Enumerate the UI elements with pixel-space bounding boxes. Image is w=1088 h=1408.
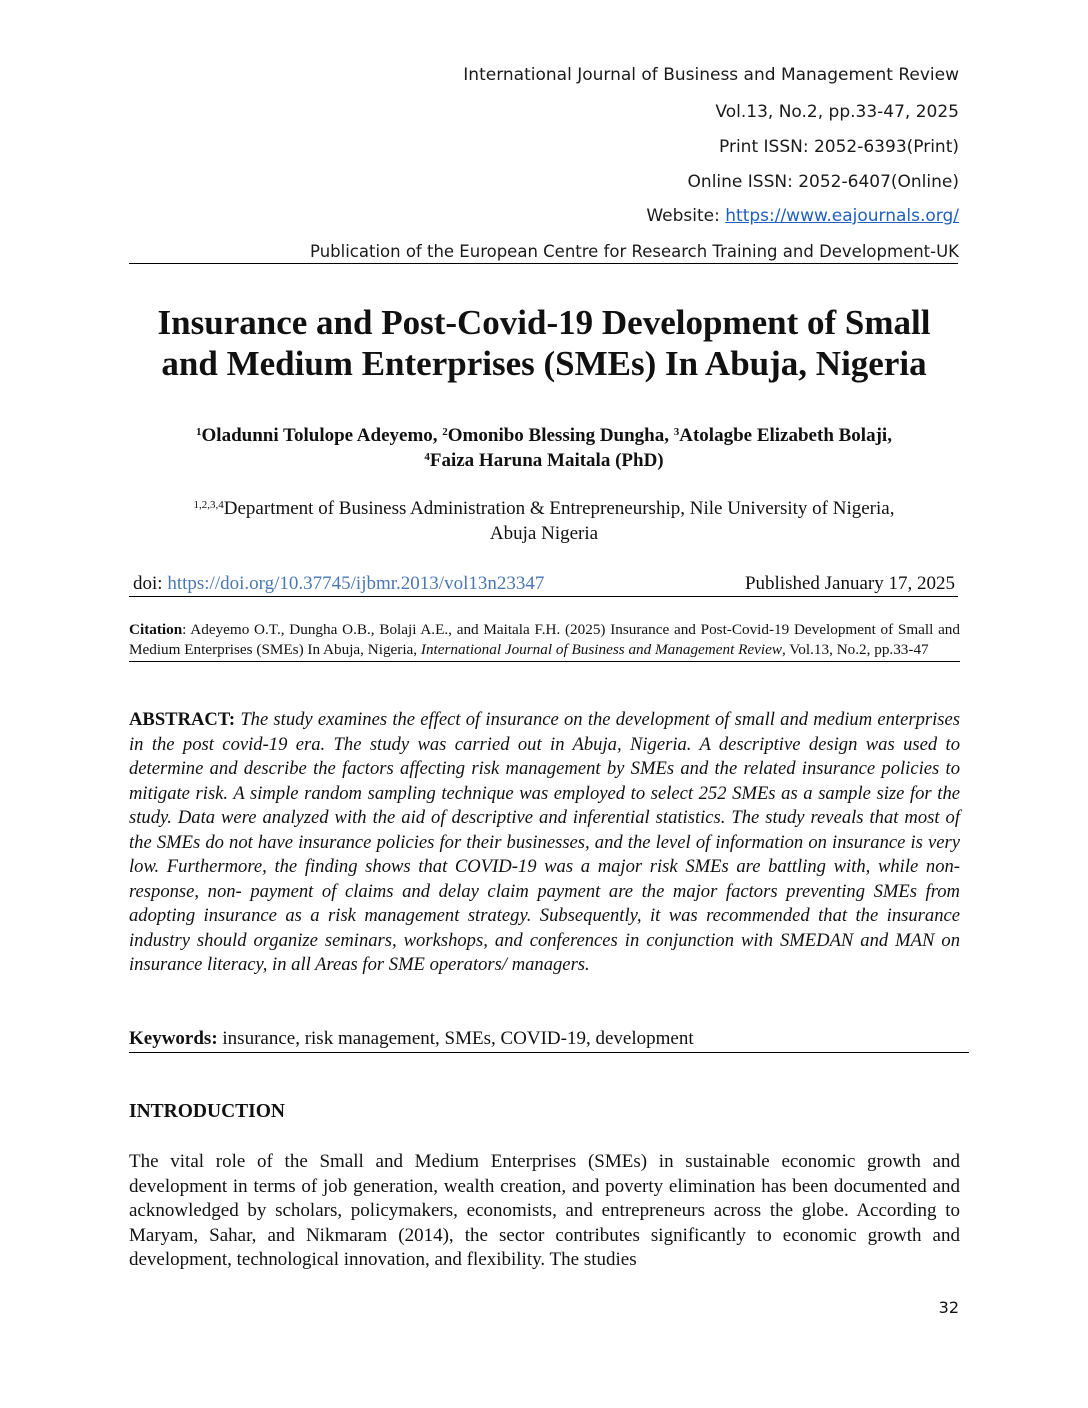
keywords-text: insurance, risk management, SMEs, COVID-19, development [222,1028,694,1049]
affiliation-line-2: Abuja Nigeria [489,523,599,544]
title-line-1: Insurance and Post-Covid-19 Development of Small [157,303,931,342]
author-line-1 [100,423,988,448]
abstract-label: ABSTRACT: [129,709,236,730]
author-3-name: Atolagbe Elizabeth Bolaji, [679,425,892,446]
published-date: Published January 17, 2025 [744,573,955,594]
affiliation-line-1 [100,496,988,521]
publisher-line: Publication of the European Centre for Research Training and Development-UK [310,242,959,261]
abstract-text: The study examines the effect of insurance on the development of small and medium enterprises in the post covid-19 era. The study was carried out in Abuja, Nigeria. A descriptive design was used to determine and describe the factors affecting risk management by SMEs and the related insurance policies to mitigate risk. A simple random sampling technique was employed to select 252 SMEs as a sample size for the study. Data were analyzed with the aid of descriptive and inferential statistics. The study reveals that most of the SMEs do not have insurance policies for their businesses, and the level of information on insurance is very low. Furthermore, the finding shows that COVID-19 was a major risk SMEs are battling with, while non-response, non- payment of claims and delay claim payment are the major factors preventing SMEs from adopting insurance as a risk management strategy. Subsequently, it was recommended that the insurance industry should organize seminars, workshops, and conferences in conjunction with SMEDAN and MAN on insurance literacy, in all Areas for SME operators/ managers. [129,709,960,975]
section-heading: INTRODUCTION [129,1101,286,1122]
doi-link[interactable]: https://doi.org/10.37745/ijbmr.2013/vol13n23347 [167,573,545,594]
citation-volume: , Vol.13, No.2, pp.33-47 [781,640,929,658]
website-line [646,206,959,226]
author-2-name: Omonibo Blessing Dungha, [447,425,669,446]
author-line-2 [100,448,988,473]
title-line-2: and Medium Enterprises (SMEs) In Abuja, Nigeria [161,344,927,383]
online-issn: Online ISSN: 2052-6407(Online) [687,172,959,192]
keywords-line [129,1026,969,1053]
abstract-block [129,708,960,978]
page-number: 32 [938,1298,959,1317]
author-2-sup: 2 [442,426,448,438]
author-3-sup: 3 [673,426,680,438]
intro-paragraph: The vital role of the Small and Medium Enterprises (SMEs) in sustainable economic growth and development in terms of job generation, wealth creation, and poverty elimination has been documented and acknowledged by scholars, policymakers, economists, and entrepreneurs across the globe. According to Maryam, Sahar, and Nikmaram (2014), the sector contributes significantly to economic growth and development, technological innovation, and flexibility. The studies [129,1151,960,1271]
author-4-name: Faiza Haruna Maitala (PhD) [429,450,664,471]
affiliation [100,496,988,546]
affiliation-sup: 1,2,3,4 [193,499,224,511]
author-4-sup: 4 [424,451,430,463]
doi-row [129,571,958,597]
author-1-sup: 1 [196,426,202,438]
citation-block [129,620,960,662]
website-label: Website: [646,206,720,226]
volume-info: Vol.13, No.2, pp.33-47, 2025 [715,102,959,122]
website-link[interactable]: https://www.eajournals.org/ [725,206,959,226]
citation-journal: International Journal of Business and Management Review [420,640,782,658]
affiliation-text-1: Department of Business Administration & Entrepreneurship, Nile University of Nigeria, [223,498,895,519]
keywords-label: Keywords: [129,1028,218,1049]
print-issn: Print ISSN: 2052-6393(Print) [719,137,959,157]
doi-label: doi: [133,573,163,594]
journal-name: International Journal of Business and Management Review [463,65,959,85]
citation-text: : Adeyemo O.T., Dungha O.B., Bolaji A.E., and Maitala F.H. (2025) Insurance and Post-Covid-19 Development of Small and Medium Enterprises (SMEs) In Abuja, Nigeria, [129,621,960,658]
doi-line [133,571,544,596]
citation-label: Citation [129,621,183,638]
paper-title [100,302,988,384]
author-list [100,423,988,473]
author-1-name: Oladunni Tolulope Adeyemo, [201,425,438,446]
